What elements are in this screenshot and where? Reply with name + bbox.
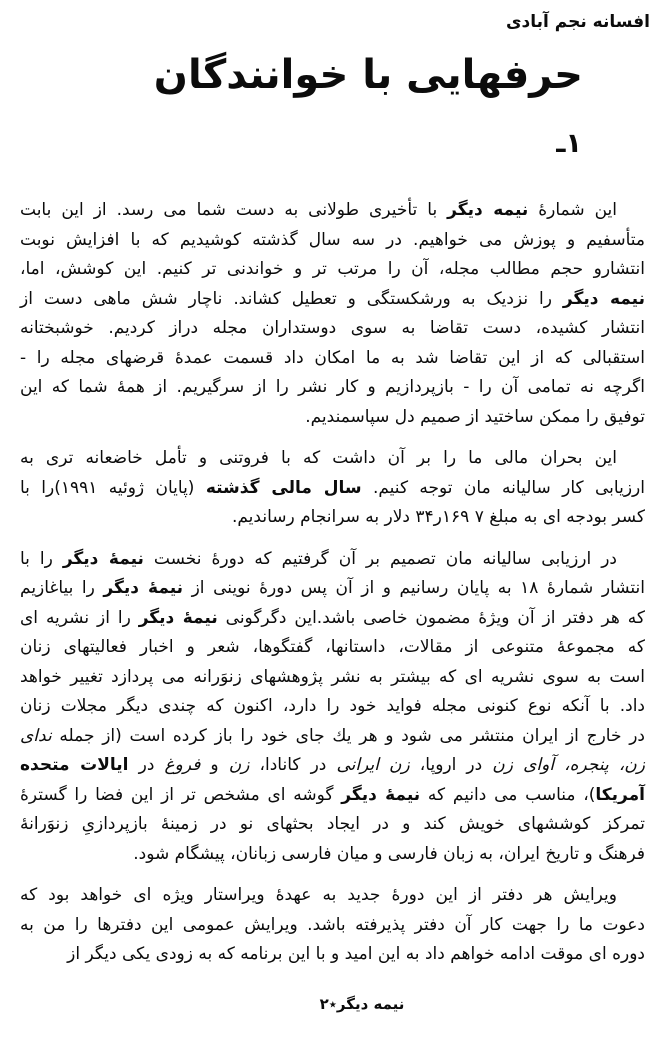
text-run: انتشار شمارۀ ۱۸ به پایان رسانیم و از آن پس دورۀ نوینی از xyxy=(183,578,645,598)
emphasized-text: نیمۀ دیگر xyxy=(341,784,421,805)
emphasized-text: زن xyxy=(228,755,250,775)
text-line xyxy=(20,940,645,970)
paragraph xyxy=(20,881,645,970)
text-line xyxy=(20,840,645,870)
text-run: در اروپا، xyxy=(409,755,493,775)
text-run: )، مناسب می دانیم که xyxy=(420,784,596,805)
text-run: در xyxy=(128,755,165,775)
emphasized-text: نیمه دیگر xyxy=(562,288,645,309)
text-run: (پایان ژوئیه ۱۹۹۱)را با xyxy=(20,477,206,498)
text-run: در خارج از ایران منتشر می شود و هر یك جای خود را باز کرده است (از جمله xyxy=(51,725,645,746)
text-run: را با xyxy=(20,548,63,569)
text-run: این بحران مالی ما را بر آن داشت که با فروتنی و تأمل خاضعانه تری به xyxy=(20,448,617,468)
text-line xyxy=(20,810,645,840)
text-run: است به سوی نشریه ای که بیشتر به نشر پژوهشهای زنوَرانه می پردازد تغییر خواهد xyxy=(20,666,645,687)
text-line xyxy=(20,692,645,722)
text-run: را نزدیک به ورشکستگی و تعطیل کشاند. ناچار شش ماهی دست از xyxy=(20,288,563,309)
text-line xyxy=(20,344,645,374)
text-line xyxy=(20,403,645,433)
paragraph xyxy=(20,196,645,432)
paragraph xyxy=(20,545,645,870)
text-line xyxy=(20,314,645,344)
text-line xyxy=(20,604,645,634)
paragraph xyxy=(20,444,645,533)
page-title: حرفهایی با خوانندگان xyxy=(153,52,583,98)
section-number: ۱ـ xyxy=(556,128,582,159)
text-run: متأسفیم و پوزش می خواهیم. در سه سال گذشته کوشیدیم که با افزایش نوبت xyxy=(20,229,645,250)
text-line xyxy=(20,226,645,256)
text-line xyxy=(20,633,645,663)
text-line xyxy=(20,545,645,575)
text-run: و xyxy=(200,755,229,775)
text-run: دوره ای موقت ادامه خواهم داد به این امید و با این برنامه که به زودی یکی دیگر از xyxy=(67,944,645,964)
text-line xyxy=(20,751,645,781)
emphasized-text: زن ایرانی xyxy=(336,755,410,775)
text-line xyxy=(20,574,645,604)
text-line xyxy=(20,663,645,693)
text-line xyxy=(20,911,645,941)
text-run: اگرچه نه تمامی آن را - بازپردازیم و کار نشر را از سرگیریم. از همۀ شما که این xyxy=(20,377,645,397)
text-run: انتشار کشیده، دست تقاضا به سوی دوستداران مجله دراز کردیم. خوشبختانه xyxy=(20,318,645,338)
text-run: ارزیابی کار سالیانه مان توجه کنیم. xyxy=(361,477,645,498)
text-run: کسر بودجه ای به مبلغ ۷ ۱۶۹ر۳۴ دلار به سرانجام رساندیم. xyxy=(231,507,645,527)
text-run: استقبالی که از این تقاضا شد به ما امکان داد قسمت عمدۀ قرضهای مجله را - xyxy=(20,347,645,368)
text-run: داد. با آنکه نوع کنونی مجله فواید خود را دارد، اکنون که چندی دیگر مجلات زنان xyxy=(20,696,645,716)
author-name: افسانه نجم آبادی xyxy=(505,12,650,32)
text-run: ویرایش هر دفتر از این دورۀ جدید به عهدۀ ویراستار ویژه ای خواهد بود که xyxy=(20,885,617,905)
emphasized-text: سال مالی گذشته xyxy=(205,477,362,498)
text-line xyxy=(20,781,645,811)
text-run: فرهنگ و تاریخ ایران، به زبان فارسی و میان فارسی زبانان، پیشگام شود. xyxy=(133,843,645,864)
text-run: که هر دفتر از آن ویژۀ مضمون خاصی باشد.این دگرگونی xyxy=(217,607,645,628)
emphasized-text: نیمۀ دیگر xyxy=(103,578,184,598)
text-line xyxy=(20,474,645,504)
text-run: که مجموعۀ متنوعی از مقالات، داستانها، گفتگوها، شعر و اخبار فعالیتهای زنان xyxy=(20,637,645,657)
text-line xyxy=(20,503,645,533)
emphasized-text: نیمۀ دیگر xyxy=(62,548,144,569)
text-run: این شمارۀ xyxy=(528,200,617,220)
text-run: با تأخیری طولانی به دست شما می رسد. از این بابت xyxy=(20,200,448,220)
text-line xyxy=(20,255,645,285)
text-run: در ارزیابی سالیانه مان تصمیم بر آن گرفتیم که دورۀ نخست xyxy=(143,548,617,569)
emphasized-text: آمریکا xyxy=(595,784,645,805)
text-line xyxy=(20,196,645,226)
text-run: تمرکز کوششهای خویش کند و در ایجاد بحثهای نو در زمینۀ بازپردازیِ زنوَرانۀ xyxy=(20,814,645,834)
text-line xyxy=(20,373,645,403)
text-run: توفیق را ممکن ساختید از صمیم دل سپاسمندیم. xyxy=(305,406,645,427)
text-run: انتشارو حجم مطالب مجله، آن را مرتب تر و خواندنی تر کنیم. این کوشش، اما، xyxy=(20,259,645,279)
emphasized-text: زن، پنجره، آوای زن xyxy=(492,755,646,775)
page-footer: نیمه دیگر٭۲ xyxy=(319,995,405,1013)
emphasized-text: نیمۀ دیگر xyxy=(138,607,218,628)
text-run: دعوت ما را جهت کار آن دفتر پذیرفته باشد. ویرایش عمومی این دفترها را من به xyxy=(20,914,645,935)
emphasized-text: ایالات متحده xyxy=(20,755,129,775)
article-body xyxy=(20,196,645,970)
text-line xyxy=(20,444,645,474)
text-line xyxy=(20,881,645,911)
text-line xyxy=(20,722,645,752)
emphasized-text: نیمه دیگر xyxy=(447,200,529,220)
emphasized-text: ندای xyxy=(20,725,52,746)
text-line xyxy=(20,285,645,315)
text-run: در کانادا، xyxy=(249,755,337,775)
emphasized-text: فروغ xyxy=(164,755,201,775)
text-run: را بیاغازیم xyxy=(20,578,104,598)
text-run: را از نشریه ای xyxy=(20,607,139,628)
text-run: گوشه ای مشخص تر از این فضا را گسترۀ xyxy=(20,784,342,805)
